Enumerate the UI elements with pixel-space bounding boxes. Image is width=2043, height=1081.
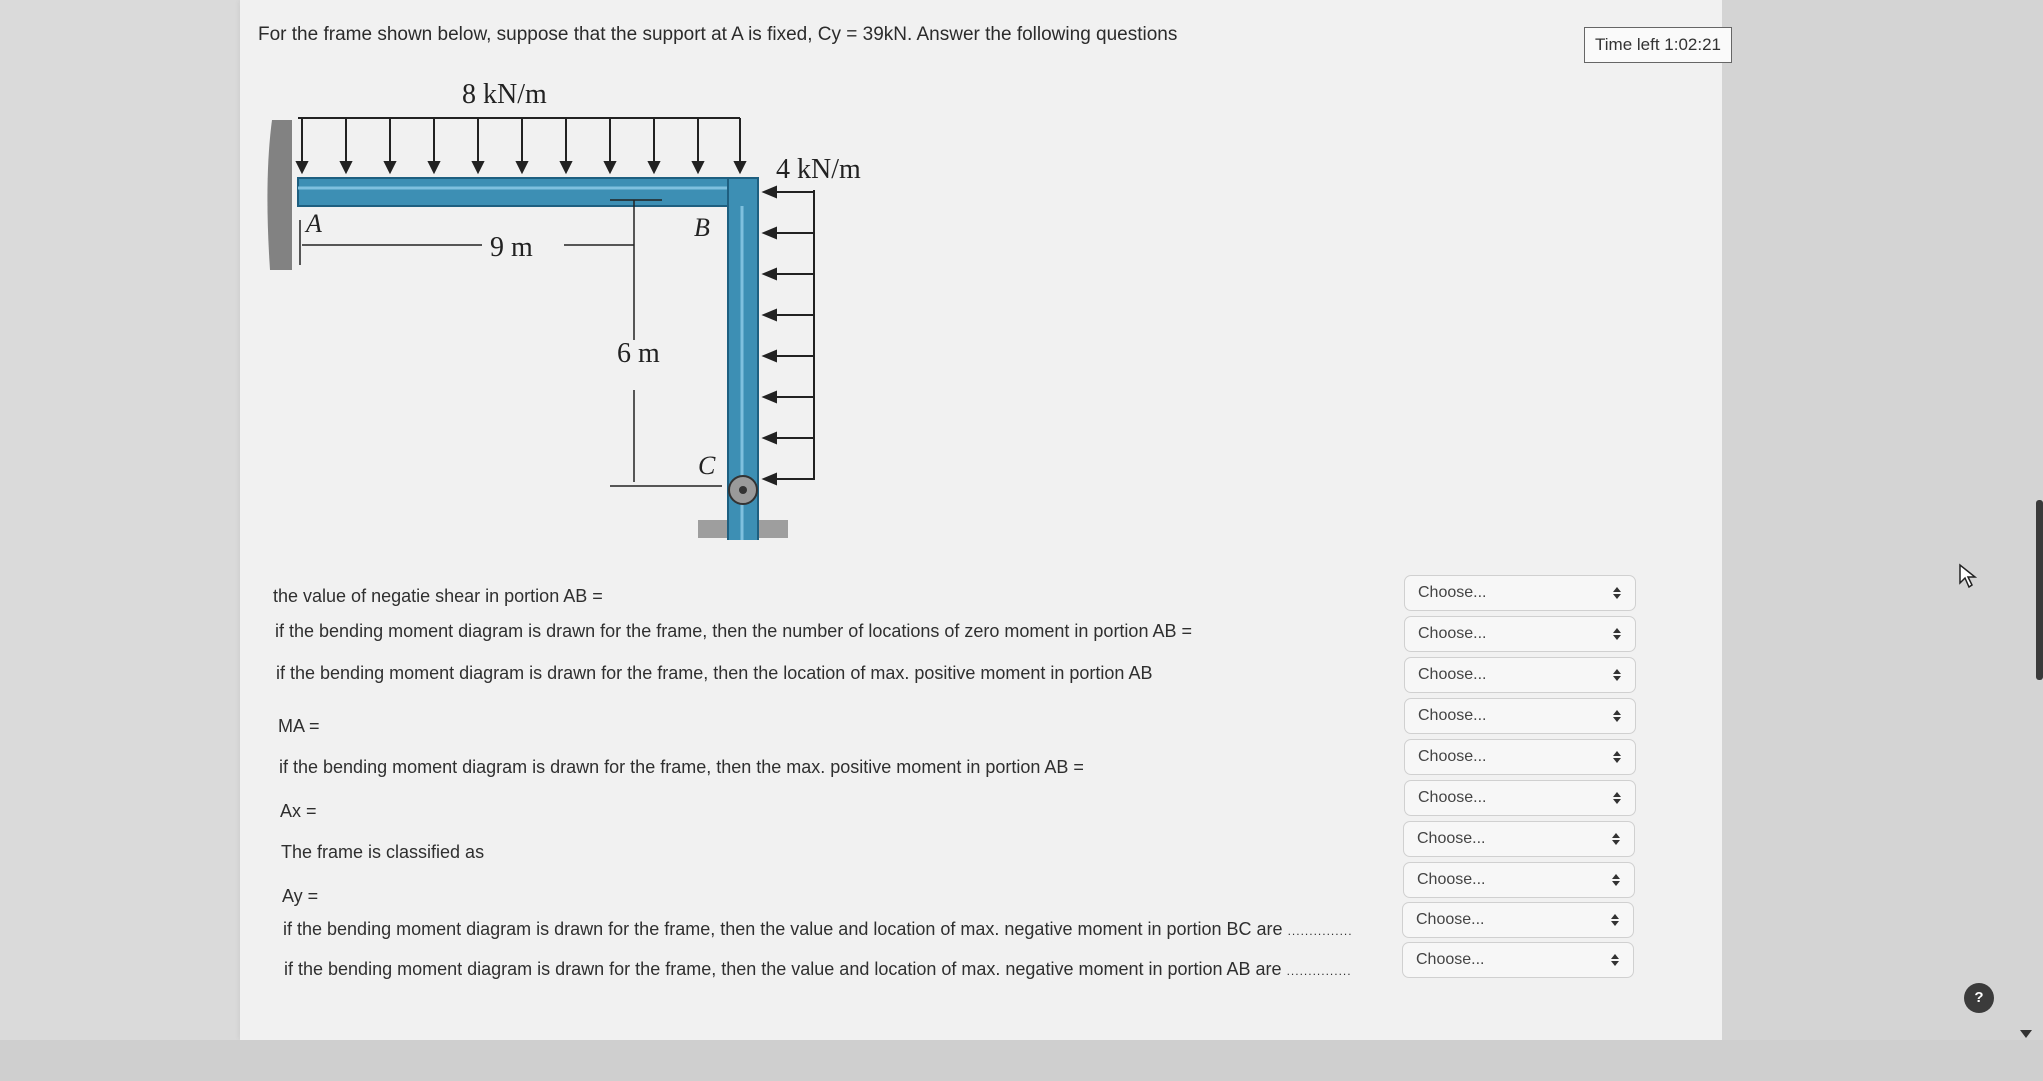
select-arrows-icon xyxy=(1612,617,1622,651)
answer-select[interactable]: Choose... xyxy=(1403,821,1635,857)
load-label-top: 8 kN/m xyxy=(462,79,547,110)
question-row-label: if the bending moment diagram is drawn for the frame, then the value and location of max. negative moment in portion BC are ............... xyxy=(283,919,1353,939)
select-arrows-icon xyxy=(1611,863,1621,897)
answer-select[interactable]: Choose... xyxy=(1404,616,1636,652)
point-label-b: B xyxy=(694,213,710,242)
dim-height-bc: 6 m xyxy=(617,338,660,369)
point-label-c: C xyxy=(698,451,716,480)
question-row-label: the value of negatie shear in portion AB = xyxy=(273,586,603,606)
load-label-side: 4 kN/m xyxy=(776,154,861,185)
fill-dots: ............... xyxy=(1286,964,1352,978)
answer-select[interactable]: Choose... xyxy=(1404,698,1636,734)
question-row-label: Ay = xyxy=(282,886,319,906)
select-arrows-icon xyxy=(1612,658,1622,692)
question-row-label: MA = xyxy=(278,716,320,736)
frame-diagram xyxy=(262,70,902,540)
fixed-wall-a xyxy=(267,120,292,270)
answer-select[interactable]: Choose... xyxy=(1404,780,1636,816)
answer-select[interactable]: Choose... xyxy=(1403,862,1635,898)
mouse-cursor-icon xyxy=(1958,563,1980,589)
distributed-load-arrows-top xyxy=(297,118,745,172)
answer-select[interactable]: Choose... xyxy=(1404,575,1636,611)
select-arrows-icon xyxy=(1612,699,1622,733)
answer-select[interactable]: Choose... xyxy=(1402,902,1634,938)
question-row-label: The frame is classified as xyxy=(281,842,485,862)
question-row-label: if the bending moment diagram is drawn for the frame, then the max. positive moment in portion AB = xyxy=(279,757,1084,777)
point-label-a: A xyxy=(306,209,322,238)
scroll-down-icon[interactable] xyxy=(2020,1030,2032,1038)
scrollbar-thumb[interactable] xyxy=(2036,500,2043,680)
fill-dots: ............... xyxy=(1287,924,1353,938)
dim-span-ab: 9 m xyxy=(490,232,533,263)
answer-select[interactable]: Choose... xyxy=(1404,657,1636,693)
select-arrows-icon xyxy=(1610,943,1620,977)
beam-ab xyxy=(298,178,758,206)
answer-select[interactable]: Choose... xyxy=(1402,942,1634,978)
side-panel xyxy=(1722,0,2043,1081)
distributed-load-arrows-side xyxy=(764,187,814,484)
question-row-label: if the bending moment diagram is drawn for the frame, then the value and location of max. negative moment in portion AB are ............... xyxy=(284,959,1352,979)
select-arrows-icon xyxy=(1610,903,1620,937)
select-arrows-icon xyxy=(1612,576,1622,610)
question-row-label: if the bending moment diagram is drawn for the frame, then the location of max. positive moment in portion AB xyxy=(276,663,1153,683)
select-arrows-icon xyxy=(1612,740,1622,774)
select-arrows-icon xyxy=(1612,781,1622,815)
question-title: For the frame shown below, suppose that the support at A is fixed, Cy = 39kN. Answer the following questions xyxy=(258,24,1178,45)
bottom-strip xyxy=(0,1040,2043,1081)
answer-select[interactable]: Choose... xyxy=(1404,739,1636,775)
timer: Time left 1:02:21 xyxy=(1584,27,1732,63)
help-button[interactable]: ? xyxy=(1964,983,1994,1013)
question-row-label: if the bending moment diagram is drawn for the frame, then the number of locations of zero moment in portion AB = xyxy=(275,621,1192,641)
select-arrows-icon xyxy=(1611,822,1621,856)
question-row-label: Ax = xyxy=(280,801,317,821)
